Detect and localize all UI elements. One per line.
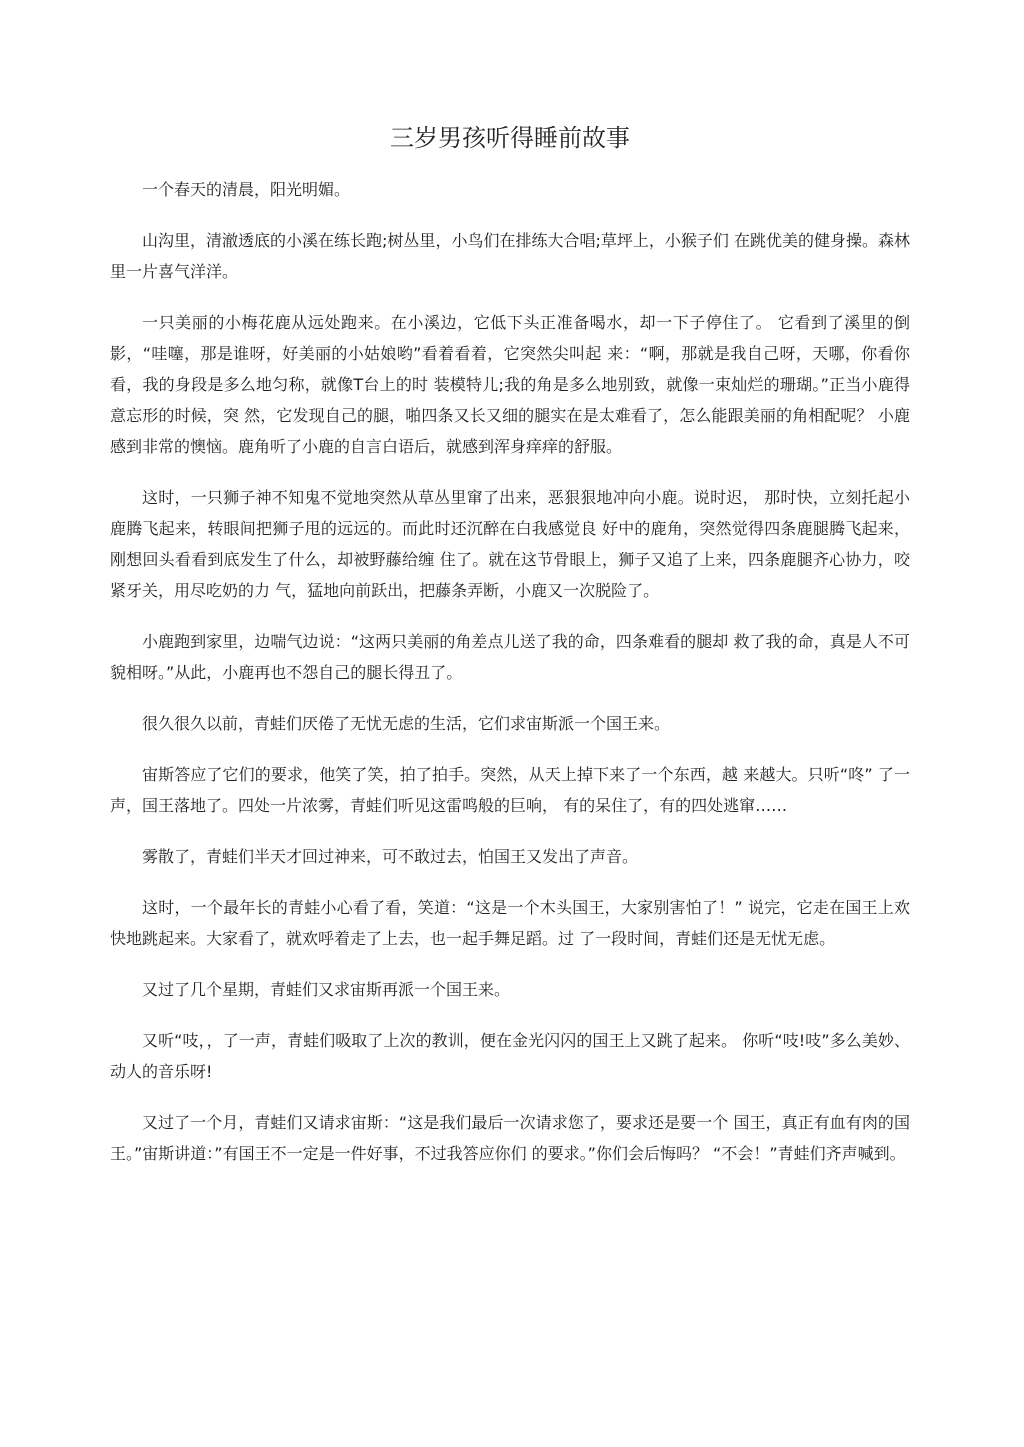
document-title: 三岁男孩听得睡前故事 [390,124,630,152]
paragraph: 又听“吱，，了一声，青蛙们吸取了上次的教训，便在金光闪闪的国王上又跳了起来。 你听“吱!吱”多么美妙、动人的音乐呀! [110,1031,910,1081]
paragraph: 宙斯答应了它们的要求，他笑了笑，拍了拍手。突然，从天上掉下来了一个东西，越 来越大。只听“咚” 了一声，国王落地了。四处一片浓雾，青蛙们听见这雷鸣般的巨响， 有的呆住了，有的四处逃窜…… [110,765,910,815]
paragraph: 一个春天的清晨，阳光明媚。 [142,180,351,199]
paragraph: 这时，一只狮子神不知鬼不觉地突然从草丛里窜了出来，恶狠狠地冲向小鹿。说时迟， 那时快，立刻托起小鹿腾飞起来，转眼间把狮子甩的远远的。而此时还沉醉在白我感觉良 好中的鹿角，突然觉得四条鹿腿腾飞起来，刚想回头看看到底发生了什么，却被野藤给缠 住了。就在这节骨眼上，狮子又追了上来，四条鹿腿齐心协力，咬紧牙关，用尽吃奶的力 气，猛地向前跃出，把藤条弄断，小鹿又一次脱险了。 [110,488,910,600]
paragraph: 又过了一个月，青蛙们又请求宙斯：“这是我们最后一次请求您了，要求还是要一个 国王，真正有血有肉的国王。”宙斯讲道：”有国王不一定是一件好事，不过我答应你们 的要求。”你们会后悔吗？ “不会！”青蛙们齐声喊到。 [110,1113,910,1163]
paragraph: 这时，一个最年长的青蛙小心看了看，笑道：“这是一个木头国王，大家别害怕了！” 说完，它走在国王上欢快地跳起来。大家看了，就欢呼着走了上去，也一起手舞足蹈。过 了一段时间，青蛙们还是无忧无虑。 [110,898,910,948]
paragraph: 小鹿跑到家里，边喘气边说：“这两只美丽的角差点儿送了我的命，四条难看的腿却 救了我的命，真是人不可貌相呀。”从此，小鹿再也不怨自己的腿长得丑了。 [110,632,910,682]
document-body [110,122,910,1189]
paragraph: 一只美丽的小梅花鹿从远处跑来。在小溪边，它低下头正准备喝水，却一下子停住了。 它看到了溪里的倒影，“哇噻，那是谁呀，好美丽的小姑娘哟”看着看着，它突然尖叫起 来：“啊，那就是我自己呀，天哪，你看你看，我的身段是多么地匀称，就像T台上的时 装模特儿;我的角是多么地别致，就像一束灿烂的珊瑚。”正当小鹿得意忘形的时候，突 然，它发现自己的腿，啪四条又长又细的腿实在是太难看了，怎么能跟美丽的角相配呢？ 小鹿感到非常的懊恼。鹿角听了小鹿的自言白语后，就感到浑身痒痒的舒服。 [110,313,910,456]
paragraph: 山沟里，清澈透底的小溪在练长跑;树丛里，小鸟们在排练大合唱;草坪上，小猴子们 在跳优美的健身操。森林里一片喜气洋洋。 [110,231,910,281]
paragraph: 又过了几个星期，青蛙们又求宙斯再派一个国王来。 [142,980,511,999]
paragraph: 很久很久以前，青蛙们厌倦了无忧无虑的生活，它们求宙斯派一个国王来。 [142,714,671,733]
paragraph: 雾散了，青蛙们半天才回过神来，可不敢过去，怕国王又发出了声音。 [142,847,639,866]
